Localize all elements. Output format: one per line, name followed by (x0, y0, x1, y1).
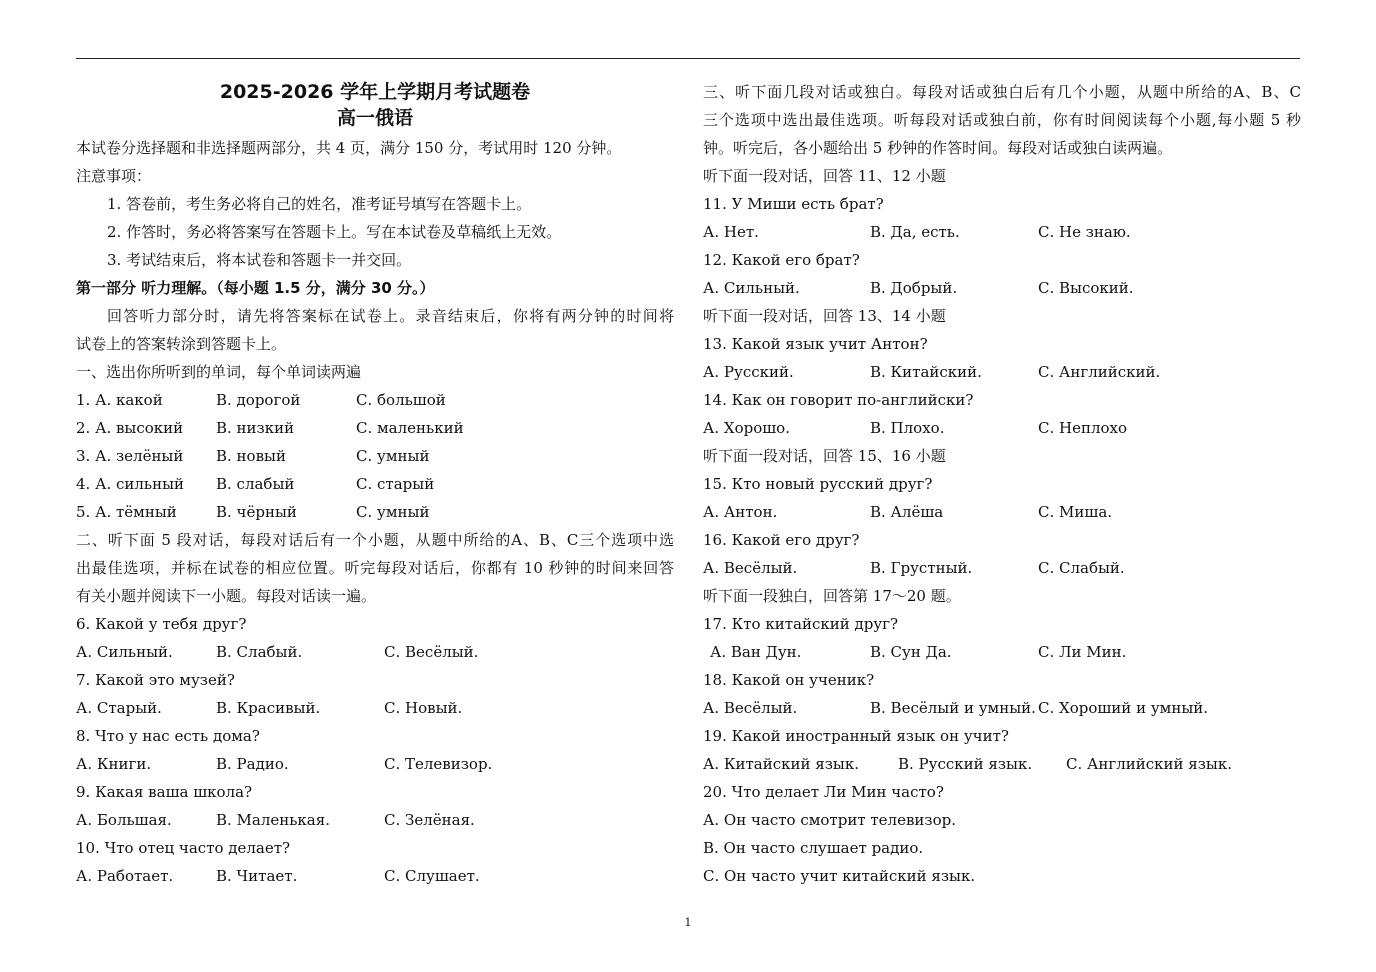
option-c: С. Высокий. (1038, 279, 1134, 297)
question-10-options (76, 862, 674, 890)
option-a: А. Хорошо. (703, 419, 790, 437)
exam-title: 2025-2026 学年上学期月考试题卷 (219, 81, 531, 103)
question-19-options (703, 750, 1301, 778)
intro-text: 本试卷分选择题和非选择题两部分，共 4 页，满分 150 分，考试用时 120 分钟。 (76, 139, 622, 157)
right-column (703, 78, 1301, 890)
option-b: В. чёрный (216, 503, 297, 521)
option-b: В. Китайский. (870, 363, 982, 381)
option-c: С. старый (356, 475, 435, 493)
word-item-5 (76, 498, 674, 526)
question-20: 20. Что делает Ли Мин часто? (703, 783, 944, 801)
question-6-options (76, 638, 674, 666)
option-b: В. Алёша (870, 503, 944, 521)
option-a: 4. А. сильный (76, 475, 185, 493)
option-a: А. Сильный. (76, 643, 173, 661)
question-13: 13. Какой язык учит Антон? (703, 335, 928, 353)
page-number: 1 (684, 916, 692, 929)
question-7-options (76, 694, 674, 722)
question-8-options (76, 750, 674, 778)
option-a: А. Русский. (703, 363, 794, 381)
question-16: 16. Какой его друг? (703, 531, 860, 549)
option-c: С. Слушает. (384, 867, 480, 885)
option-b: В. Грустный. (870, 559, 973, 577)
section3-instruction-2: 三个选项中选出最佳选项。听每段对话或独白前，你有时间阅读每个小题,每小题 5 秒 (703, 111, 1301, 129)
question-20-option-c: С. Он часто учит китайский язык. (703, 867, 976, 885)
notes-heading: 注意事项： (76, 167, 152, 185)
option-c: С. Слабый. (1038, 559, 1125, 577)
option-b: В. дорогой (216, 391, 301, 409)
option-a: А. Книги. (76, 755, 152, 773)
group-3-heading: 听下面一段对话，回答 15、16 小题 (703, 447, 946, 465)
question-10: 10. Что отец часто делает? (76, 839, 291, 857)
section2-instruction-3: 有关小题并阅读下一小题。每段对话读一遍。 (76, 587, 377, 605)
question-13-options (703, 358, 1301, 386)
section3-instruction-3: 钟。听完后，各小题给出 5 秒钟的作答时间。每段对话或独白读两遍。 (703, 139, 1173, 157)
option-b: В. Маленькая. (216, 811, 330, 829)
option-a: А. Весёлый. (703, 699, 798, 717)
left-column (76, 78, 674, 890)
question-18: 18. Какой он ученик? (703, 671, 875, 689)
option-c: С. Зелёная. (384, 811, 475, 829)
option-b: В. Да, есть. (870, 223, 960, 241)
option-a: А. Весёлый. (703, 559, 798, 577)
question-9-options (76, 806, 674, 834)
question-16-options (703, 554, 1301, 582)
option-c: С. умный (356, 447, 430, 465)
question-12-options (703, 274, 1301, 302)
note-1: 1. 答卷前，考生务必将自己的姓名，准考证号填写在答题卡上。 (107, 195, 532, 213)
option-c: С. Не знаю. (1038, 223, 1131, 241)
option-a: А. Сильный. (703, 279, 800, 297)
option-a: А. Ван Дун. (710, 643, 802, 661)
option-c: С. Хороший и умный. (1038, 699, 1209, 717)
question-17-options (703, 638, 1301, 666)
part1-heading: 第一部分 听力理解。（每小题 1.5 分，满分 30 分。） (76, 279, 435, 297)
exam-subject: 高一俄语 (336, 107, 413, 129)
option-b: В. Красивый. (216, 699, 321, 717)
question-7: 7. Какой это музей? (76, 671, 235, 689)
group-4-heading: 听下面一段独白，回答第 17～20 题。 (703, 587, 961, 605)
question-11-options (703, 218, 1301, 246)
question-14: 14. Как он говорит по-английски? (703, 391, 974, 409)
option-c: С. Телевизор. (384, 755, 493, 773)
question-20-option-b: В. Он часто слушает радио. (703, 839, 924, 857)
option-b: В. Плохо. (870, 419, 945, 437)
question-18-options (703, 694, 1301, 722)
section3-instruction-1: 三、听下面几段对话或独白。每段对话或独白后有几个小题，从题中所给的A、B、C (703, 83, 1301, 101)
word-item-3 (76, 442, 674, 470)
question-14-options (703, 414, 1301, 442)
option-c: С. Новый. (384, 699, 463, 717)
option-a: А. Китайский язык. (703, 755, 860, 773)
option-a: А. Старый. (76, 699, 162, 717)
option-b: В. слабый (216, 475, 295, 493)
option-a: А. Нет. (703, 223, 759, 241)
option-a: 3. А. зелёный (76, 447, 184, 465)
header-rule (76, 58, 1300, 59)
option-b: В. новый (216, 447, 286, 465)
option-a: 1. А. какой (76, 391, 163, 409)
group-2-heading: 听下面一段对话，回答 13、14 小题 (703, 307, 946, 325)
note-2: 2. 作答时，务必将答案写在答题卡上。写在本试卷及草稿纸上无效。 (107, 223, 562, 241)
option-b: В. Сун Да. (870, 643, 952, 661)
option-b: В. Добрый. (870, 279, 958, 297)
option-b: В. Весёлый и умный. (870, 699, 1036, 717)
question-11: 11. У Миши есть брат? (703, 195, 884, 213)
option-c: С. Английский. (1038, 363, 1161, 381)
section2-instruction-1: 二、听下面 5 段对话，每段对话后有一个小题，从题中所给的A、B、C三个选项中选 (76, 531, 674, 549)
question-19: 19. Какой иностранный язык он учит? (703, 727, 1009, 745)
option-a: А. Работает. (76, 867, 174, 885)
word-item-1 (76, 386, 674, 414)
option-b: В. Радио. (216, 755, 289, 773)
option-a: 5. А. тёмный (76, 503, 177, 521)
option-c: С. большой (356, 391, 446, 409)
section1-heading: 一、选出你所听到的单词，每个单词读两遍 (76, 363, 362, 381)
option-a: А. Большая. (76, 811, 172, 829)
word-item-2 (76, 414, 674, 442)
option-a: А. Антон. (703, 503, 778, 521)
note-3: 3. 考试结束后，将本试卷和答题卡一并交回。 (107, 251, 412, 269)
question-15-options (703, 498, 1301, 526)
group-1-heading: 听下面一段对话，回答 11、12 小题 (703, 167, 946, 185)
option-c: С. умный (356, 503, 430, 521)
word-item-4 (76, 470, 674, 498)
option-b: В. низкий (216, 419, 295, 437)
question-9: 9. Какая ваша школа? (76, 783, 253, 801)
question-8: 8. Что у нас есть дома? (76, 727, 260, 745)
option-c: С. Неплохо (1038, 419, 1128, 437)
section2-instruction-2: 出最佳选项，并标在试卷的相应位置。听完每段对话后，你都有 10 秒钟的时间来回答 (76, 559, 674, 577)
option-c: С. маленький (356, 419, 464, 437)
question-15: 15. Кто новый русский друг? (703, 475, 933, 493)
option-c: С. Миша. (1038, 503, 1113, 521)
option-b: В. Русский язык. (898, 755, 1033, 773)
listening-instruction-2: 试卷上的答案转涂到答题卡上。 (76, 335, 287, 353)
listening-instruction-1: 回答听力部分时，请先将答案标在试卷上。录音结束后，你将有两分钟的时间将 (107, 307, 674, 325)
question-17: 17. Кто китайский друг? (703, 615, 899, 633)
option-c: С. Весёлый. (384, 643, 479, 661)
option-c: С. Ли Мин. (1038, 643, 1127, 661)
option-b: В. Слабый. (216, 643, 303, 661)
question-6: 6. Какой у тебя друг? (76, 615, 247, 633)
option-a: 2. А. высокий (76, 419, 184, 437)
option-b: В. Читает. (216, 867, 298, 885)
question-12: 12. Какой его брат? (703, 251, 860, 269)
option-c: С. Английский язык. (1066, 755, 1233, 773)
question-20-option-a: А. Он часто смотрит телевизор. (703, 811, 956, 829)
